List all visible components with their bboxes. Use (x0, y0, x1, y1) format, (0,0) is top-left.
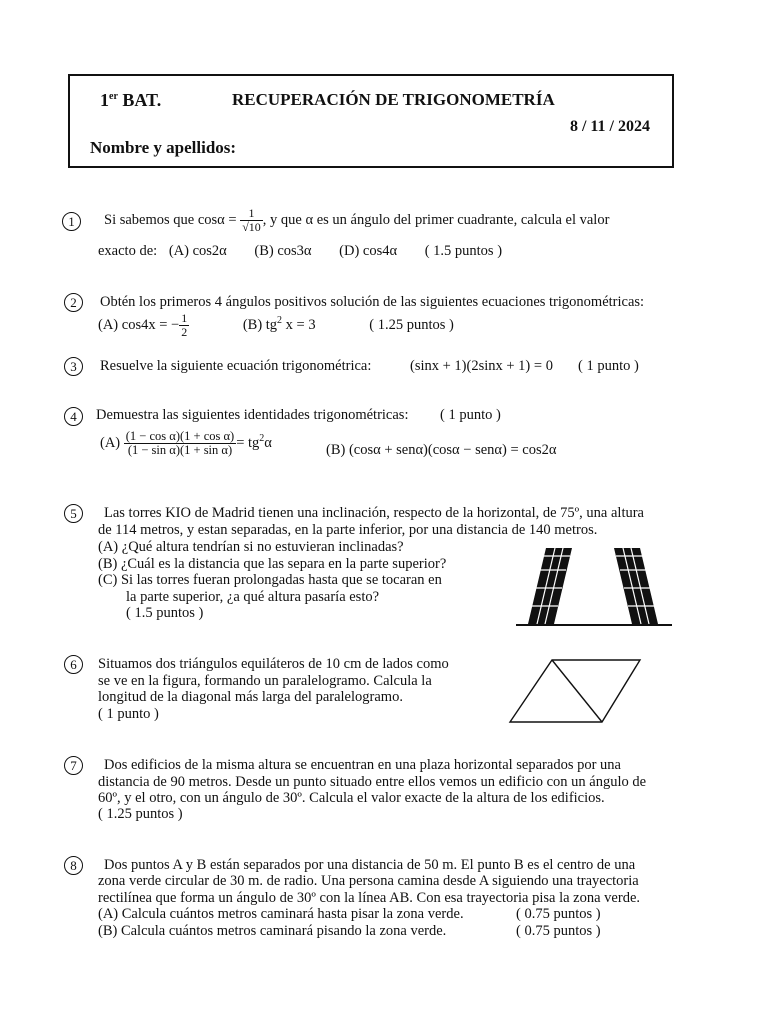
question-8-part-b: (B) Calcula cuántos metros caminará pisando la zona verde. (98, 923, 447, 939)
question-number-6: 6 (64, 655, 83, 674)
question-3-points: ( 1 punto ) (578, 358, 639, 374)
name-label: Nombre y apellidos: (90, 138, 237, 157)
question-7-line-2: distancia de 90 metros. Desde un punto situado entre ellos vemos un edificio con un ángulo de (98, 774, 647, 790)
question-8-line-2: zona verde circular de 30 m. de radio. Una persona camina desde A siguiendo una trayectoria (98, 873, 639, 889)
question-3-equation: (sinx + 1)(2sinx + 1) = 0 (410, 358, 553, 374)
question-2-equations: (A) cos4x = − $\frac{1}{2}$ (B) $tg^2$ x = 3 ( 1.25 puntos ) (98, 311, 454, 339)
question-5-part-c-2: la parte superior, ¿a qué altura pasaría esto? (126, 589, 380, 605)
question-number-8: 8 (64, 856, 83, 875)
question-number-3: 3 (64, 357, 83, 376)
question-8-line-1: Dos puntos A y B están separados por una distancia de 50 m. El punto B es el centro de una (104, 857, 636, 873)
left-tower (528, 548, 572, 624)
right-tower (614, 548, 658, 624)
question-number-4: 4 (64, 407, 83, 426)
fraction-one-half: $\frac{1}{2}$ (181, 311, 188, 339)
fraction-1-sqrt10: $\frac{1}{√10}$ (242, 206, 261, 234)
question-7-line-1: Dos edificios de la misma altura se encuentran en una plaza horizontal separados por una (104, 757, 621, 773)
question-5-points: ( 1.5 puntos ) (126, 605, 204, 621)
question-6-line-2: se ve en la figura, formando un paralelogramo. Calcula la (98, 673, 432, 689)
course-label: 1er BAT. (100, 90, 162, 110)
question-8-part-a: (A) Calcula cuántos metros caminará hasta pisar la zona verde. (98, 906, 464, 922)
question-7-points: ( 1.25 puntos ) (98, 806, 183, 822)
exam-title: RECUPERACIÓN DE TRIGONOMETRÍA (232, 90, 555, 109)
question-6-line-3: longitud de la diagonal más larga del paralelogramo. (98, 689, 403, 705)
parallelogram-outline (510, 660, 640, 722)
question-number-1: 1 (62, 212, 81, 231)
triangle-divider (552, 660, 602, 722)
question-8-line-3: rectilínea que forma un ángulo de 30º con la línea AB. Con esa trayectoria pisa la zona verde. (98, 890, 641, 906)
fraction-identity-a: $\frac{\text{(1 − cos α)(1 + cos α)}}{\text{(1 − sin α)(1 + sin α)}}$ (125, 429, 235, 457)
question-4-text: Demuestra las siguientes identidades trigonométricas: (96, 407, 409, 423)
question-number-5: 5 (64, 504, 83, 523)
question-2-text: Obtén los primeros 4 ángulos positivos solución de las siguientes ecuaciones trigonométricas: (100, 294, 645, 310)
question-5-part-c-1: (C) Si las torres fueran prolongadas hasta que se tocaran en (98, 572, 442, 588)
question-4-points: ( 1 punto ) (440, 407, 501, 423)
question-6-points: ( 1 punto ) (98, 706, 159, 722)
question-5-line-2: de 114 metros, y estan separadas, en la parte inferior, por una distancia de 140 metros. (98, 522, 598, 538)
parallelogram-figure (506, 656, 646, 726)
question-4-identity-a: (A) $\frac{\text{(1 − cos α)(1 + cos α)}}{\text{(1 − sin α)(1 + sin α)}}$ = $tg^2\alpha$ (100, 429, 272, 457)
question-5-part-a: (A) ¿Qué altura tendrían si no estuvieran inclinadas? (98, 539, 404, 555)
kio-towers-figure (514, 544, 674, 630)
question-7-line-3: 60º, y el otro, con un ángulo de 30º. Calcula el valor exacte de la altura de los edificios. (98, 790, 605, 806)
question-3-text: Resuelve la siguiente ecuación trigonométrica: (100, 358, 372, 374)
question-number-2: 2 (64, 293, 83, 312)
question-4-identity-b: (B) (cosα + senα)(cosα − senα) = cos2α (326, 442, 557, 458)
question-8-part-a-points: ( 0.75 puntos ) (516, 906, 601, 922)
exam-date: 8 / 11 / 2024 (569, 118, 650, 135)
question-1-line-1: Si sabemos que cosα = $\frac{1}{√10}$ , y que α es un ángulo del primer cuadrante, calcula el valor (104, 206, 610, 234)
question-5-part-b: (B) ¿Cuál es la distancia que las separa en la parte superior? (98, 556, 447, 572)
question-8-part-b-points: ( 0.75 puntos ) (516, 923, 601, 939)
question-6-line-1: Situamos dos triángulos equiláteros de 10 cm de lados como (98, 656, 449, 672)
header-box (68, 74, 674, 168)
question-number-7: 7 (64, 756, 83, 775)
question-1-line-2: exacto de: (A) cos2α (B) cos3α (D) cos4α ( 1.5 puntos ) (98, 243, 503, 259)
question-5-line-1: Las torres KIO de Madrid tienen una inclinación, respecto de la horizontal, de 75º, una altura (104, 505, 644, 521)
